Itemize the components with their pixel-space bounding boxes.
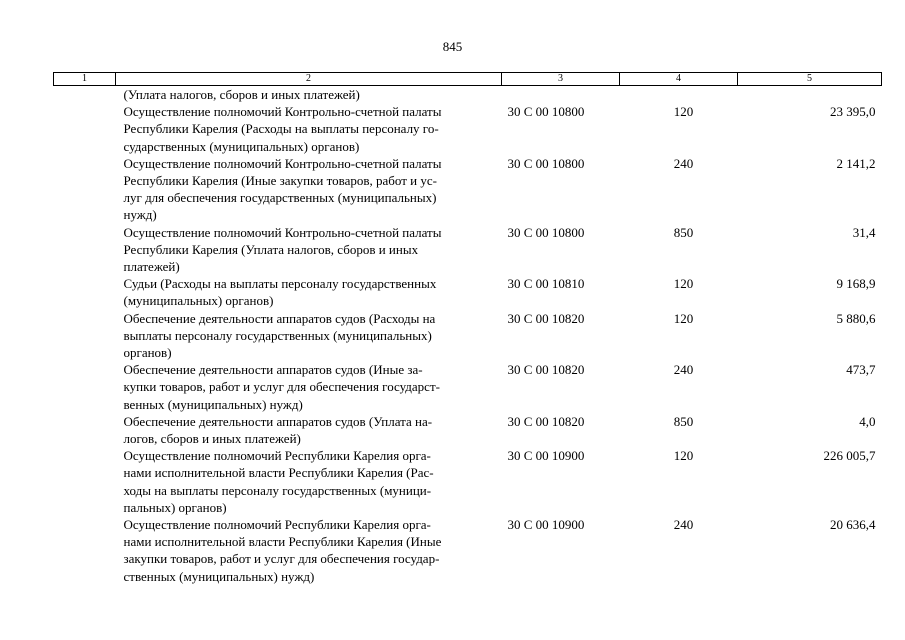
header-col-4: 4: [620, 73, 738, 86]
cell-expense-type: 240: [673, 517, 694, 533]
cell-amount: 4,0: [859, 413, 876, 429]
cell-target-code: 30 С 00 10820: [507, 310, 585, 326]
cell-target-code: [502, 86, 620, 104]
cell-expense-type: 850: [673, 224, 694, 240]
table-row: [54, 103, 882, 155]
table-row: [54, 413, 882, 447]
cell-expense-type: 120: [673, 448, 694, 464]
cell-name-line: ходы на выплаты персоналу государственных (муници-: [123, 482, 432, 498]
cell-name-line: Осуществление полномочий Контрольно-счетной палаты: [123, 104, 442, 120]
cell-name-line: луг для обеспечения государственных (муниципальных): [123, 190, 437, 206]
table-row: [54, 516, 882, 585]
cell-number: [54, 516, 116, 585]
cell-number: [54, 413, 116, 447]
cell-target-code: 30 С 00 10800: [507, 104, 585, 120]
cell-name-line: нами исполнительной власти Республики Карелия (Рас-: [123, 465, 434, 481]
cell-name-line: нами исполнительной власти Республики Карелия (Иные: [123, 534, 442, 550]
cell-name: [116, 361, 502, 413]
cell-name-line: логов, сборов и иных платежей): [123, 431, 301, 447]
cell-name-line: (муниципальных) органов): [123, 293, 274, 309]
table-row: [54, 275, 882, 309]
cell-name: [116, 275, 502, 309]
cell-name-line: Республики Карелия (Иные закупки товаров, работ и ус-: [123, 173, 437, 189]
header-col-2: 2: [116, 73, 502, 86]
cell-name-line: пальных) органов): [123, 499, 227, 515]
cell-name-line: сударственных (муниципальных) органов): [123, 138, 360, 154]
cell-amount: 226 005,7: [823, 448, 876, 464]
cell-number: [54, 275, 116, 309]
table-body: [54, 86, 882, 585]
table-row: [54, 361, 882, 413]
cell-name: [116, 224, 502, 276]
cell-expense-type: [620, 86, 738, 104]
header-col-1: 1: [54, 73, 116, 86]
cell-name: [116, 310, 502, 362]
cell-name-line: органов): [123, 345, 172, 361]
cell-name-line: (Уплата налогов, сборов и иных платежей): [123, 87, 360, 102]
cell-amount: 473,7: [846, 362, 876, 378]
cell-target-code: 30 С 00 10820: [507, 413, 585, 429]
cell-target-code: 30 С 00 10900: [507, 448, 585, 464]
table-header: [54, 73, 882, 86]
cell-name-line: Осуществление полномочий Контрольно-счетной палаты: [123, 155, 442, 171]
cell-number: [54, 86, 116, 104]
cell-name-line: Осуществление полномочий Республики Карелия орга-: [123, 517, 431, 533]
cell-target-code: 30 С 00 10800: [507, 224, 585, 240]
cell-name-line: Обеспечение деятельности аппаратов судов (Расходы на: [123, 310, 436, 326]
cell-amount: 2 141,2: [836, 155, 876, 171]
cell-name-line: Республики Карелия (Расходы на выплаты персоналу го-: [123, 121, 439, 137]
cell-amount: 20 636,4: [830, 517, 876, 533]
cell-name-line: нужд): [123, 207, 157, 223]
cell-number: [54, 224, 116, 276]
cell-expense-type: 120: [673, 310, 694, 326]
cell-number: [54, 361, 116, 413]
cell-name-line: Осуществление полномочий Республики Карелия орга-: [123, 448, 431, 464]
header-row: [54, 73, 882, 86]
table-row: [54, 447, 882, 516]
cell-amount: 5 880,6: [836, 310, 876, 326]
cell-name-line: Судьи (Расходы на выплаты персоналу государственных: [123, 276, 437, 292]
cell-name-line: Осуществление полномочий Контрольно-счетной палаты: [123, 224, 442, 240]
cell-name: [116, 155, 502, 224]
cell-name-line: Обеспечение деятельности аппаратов судов (Иные за-: [123, 362, 423, 378]
cell-name: [116, 516, 502, 585]
cell-target-code: 30 С 00 10820: [507, 362, 585, 378]
cell-expense-type: 850: [673, 413, 694, 429]
cell-number: [54, 310, 116, 362]
cell-expense-type: 240: [673, 362, 694, 378]
table-row: [54, 155, 882, 224]
cell-name-line: выплаты персоналу государственных (муниципальных): [123, 327, 432, 343]
cell-name: [116, 86, 502, 104]
budget-table: [53, 72, 882, 585]
cell-expense-type: 240: [673, 155, 694, 171]
cell-name: [116, 103, 502, 155]
cell-name-line: венных (муниципальных) нужд): [123, 396, 303, 412]
cell-amount: [738, 86, 882, 104]
cell-name-line: купки товаров, работ и услуг для обеспечения государст-: [123, 379, 440, 395]
cell-name-line: Обеспечение деятельности аппаратов судов (Уплата на-: [123, 413, 433, 429]
cell-name-line: платежей): [123, 259, 180, 275]
cell-target-code: 30 С 00 10900: [507, 517, 585, 533]
cell-expense-type: 120: [673, 276, 694, 292]
cell-target-code: 30 С 00 10810: [507, 276, 585, 292]
table-row: [54, 86, 882, 104]
cell-amount: 31,4: [852, 224, 876, 240]
cell-name: [116, 447, 502, 516]
header-col-3: 3: [502, 73, 620, 86]
cell-name-line: закупки товаров, работ и услуг для обеспечения государ-: [123, 551, 440, 567]
page-number: 845: [442, 39, 463, 54]
cell-name-line: Республики Карелия (Уплата налогов, сборов и иных: [123, 241, 419, 257]
cell-target-code: 30 С 00 10800: [507, 155, 585, 171]
cell-amount: 23 395,0: [830, 104, 876, 120]
table-row: [54, 224, 882, 276]
table-row: [54, 310, 882, 362]
cell-name-line: ственных (муниципальных) нужд): [123, 568, 315, 584]
header-col-5: 5: [738, 73, 882, 86]
cell-number: [54, 155, 116, 224]
cell-number: [54, 103, 116, 155]
cell-name: [116, 413, 502, 447]
cell-expense-type: 120: [673, 104, 694, 120]
cell-number: [54, 447, 116, 516]
cell-amount: 9 168,9: [836, 276, 876, 292]
